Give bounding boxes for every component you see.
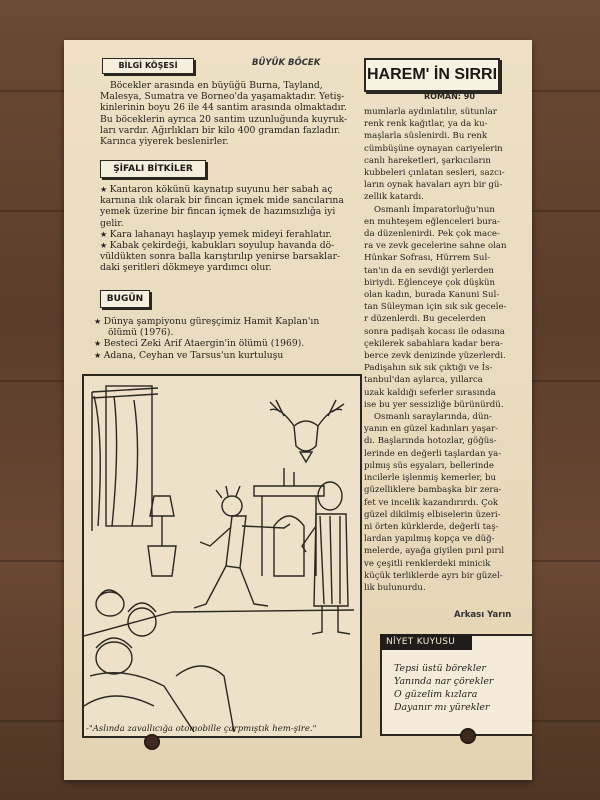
bugun-header: BUGÜN	[100, 290, 150, 308]
cartoon-caption: -"Aslında zavallıcığa otomobille çarpmıştık hem-şire."	[86, 724, 317, 734]
cartoon-drawing	[84, 376, 356, 732]
bugun-text: ★ Dünya şampiyonu güreşçimiz Hamit Kaplan'ın ölümü (1976). ★ Besteci Zeki Arif Ataergin'in ölümü (1969). ★ Adana, Ceyhan ve Tarsus'un kurtuluşu	[94, 316, 354, 361]
bilgi-kosesi-header: BİLGİ KÖŞESİ	[102, 58, 194, 74]
bilgi-subtitle: BÜYÜK BÖCEK	[252, 58, 321, 68]
punch-hole-left	[144, 734, 160, 750]
harem-story-text: mumlarla aydınlatılır, sütunlar renk renk kağıtlar, ya da ku- maşlarla süslenirdi. Bu renk cümbüşüne oynayan cariyelerin canlı hareketleri, şarkıcıların kubbeleri çınlatan sesleri, sazcı- ların oynak havaları ayrı bir gü- zellik katardı. Osmanlı İmparatorluğu'nun en muhteşem eğlenceleri bura- da düzenlenirdi. Pek çok mace- ra ve zevk gecelerine sahne olan Hünkar Sofrası, Hürrem Sul- tan'ın da en sevdiği yerlerden biriydi. Eğlenceye çok düşkün olan kadın, burada Kanuni Sul- tan Süleyman için sık sık gecele- r düzenlerdi. Bu gecelerden sonra padişah kocası ile odasına çekilerek sabahlara kadar bera- berce zevk denizinde yüzerlerdi. Padişahın sık sık çıktığı ve İs- tanbul'dan aylarca, yıllarca uzak kaldığı seferler sırasında ise bu yer sessizliğe bürünürdü. Osmanlı saraylarında, dün- yanın en güzel kadınları yaşar- dı. Başlarında hotozlar, göğüs- lerinde en değerli taşlardan ya- pılmış süs eşyaları, bellerinde incilerle işlenmiş kemerler, bu güzelliklere bambaşka bir zera- fet ve incelik kazandırırdı. Çok güzel dikilmiş elbiselerin üzeri- ni örten kürklerde, değerli taş- lardan yapılmış kopça ve düğ- melerde, ayağa giyilen pırıl pırıl ve çeşitli renklerdeki minicik küçük terliklerde ayrı bir güzel- lik bulunurdu.	[364, 107, 507, 593]
sifali-text: ★ Kantaron kökünü kaynatıp suyunu her sabah aç karnına ılık olarak bir fincan içmek mide sancılarına yemek üzerine bir fincan içmek de hazımsızlığa iyi gelir. ★ Kara lahanayı haşlayıp yemek mideyi ferahlatır. ★ Kabak çekirdeği, kabukları soyulup havanda dö- vüldükten sonra balla karıştırılıp yenirse barsaklar- daki şeritleri dökmeye yardımcı olur.	[100, 184, 352, 274]
niyet-poem: Tepsi üstü börekler Yanında nar çörekler O güzelim kızlara Dayanır mı yürekler	[394, 663, 494, 713]
newspaper-clipping	[64, 40, 532, 780]
niyet-kuyusu-header: NİYET KUYUSU	[380, 634, 472, 650]
niyet-kuyusu-box	[380, 634, 532, 736]
roman-number: ROMAN: 90	[424, 92, 475, 101]
arkasi-yarin: Arkası Yarın	[454, 610, 512, 620]
punch-hole-right	[460, 728, 476, 744]
cartoon-illustration	[82, 374, 362, 738]
sifali-bitkiler-header: ŞİFALI BİTKİLER	[100, 160, 206, 178]
harem-title: HAREM' İN SIRRI	[364, 58, 500, 92]
bilgi-text: Böcekler arasında en büyüğü Burna, Tayland, Malesya, Sumatra ve Borneo'da yaşamaktadır. Yetiş- kinlerinin boyu 26 ile 44 santim arasında olmaktadır. Bu böceklerin ayrıca 20 santim uzunluğunda kuyruk- ları vardır. Ağırlıkları bir kilo 400 gramdan fazladır. Karınca yiyerek beslenirler.	[100, 80, 348, 148]
